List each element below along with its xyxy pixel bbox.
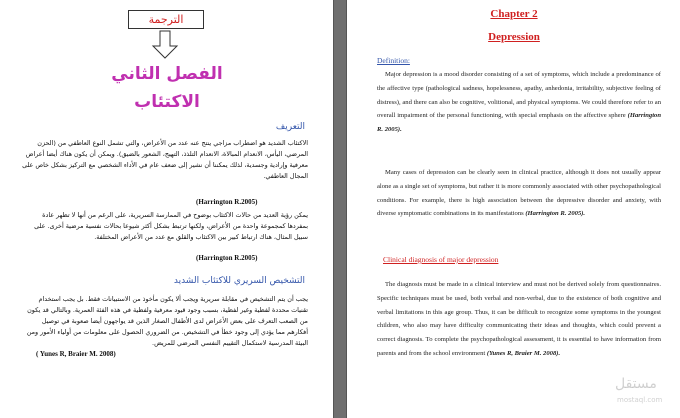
english-definition-heading: Definition: <box>377 56 410 65</box>
arabic-citation-1: (Harrington R.2005) <box>196 198 258 206</box>
arabic-definition-heading: التعريف <box>275 122 305 132</box>
watermark-right-main: مستقل <box>615 376 657 392</box>
english-paragraph-1 <box>377 68 661 137</box>
english-paragraph-2-text: Many cases of depression can be clearly seen in clinical practice, although it does not usually appear alone as a single set of symptoms, but rather it is more commonly associated with other psychopathological conditions. For example, there is high association between the depressive disorder and anxiety, with diverse symptomatic combinations in its manifestations <box>377 169 661 218</box>
english-citation-2: (Harrington R. 2005). <box>525 210 586 218</box>
arabic-paragraph-1: الاكتئاب الشديد هو اضطراب مزاجي ينتج عنه عدد من الأعراض، والتي تشمل النوع العاطفي من (الحزن المرضي، اليأس، الانعدام المبالاة، الانعدام التلذذ، التهيج، الشعور بالضيق). ويمكن أن يكون هناك أيضا أعراض معرفية وإرادية وجسدية، لذلك يمكننا أن نشير إلى ضعف عام في الأداء الشخصي مع التركيز بشكل خاص على المجال العاطفي. <box>22 139 308 180</box>
arabic-clinical-heading: التشخيص السريري للاكتئاب الشديد <box>173 276 305 286</box>
english-paragraph-3 <box>377 278 661 361</box>
translation-label: الترجمة <box>128 10 204 29</box>
watermark-left-main: تنشيط <box>6 378 47 396</box>
watermark-right-sub: mostaql.com <box>617 396 663 404</box>
arabic-citation-2: (Harrington R.2005) <box>196 254 258 262</box>
english-topic-title: Depression <box>488 31 540 43</box>
arabic-citation-3: ( Yunes R, Braier M. 2008) <box>36 350 116 358</box>
page-gap <box>334 0 346 418</box>
down-arrow-icon <box>150 30 180 60</box>
arabic-page <box>0 0 334 418</box>
arabic-paragraph-3: يجب أن يتم التشخيص في مقابلة سريرية ويجب ألا يكون مأخوذ من الاستبيانات فقط. بل يجب استخدام تقنيات محددة لفظية وغير لفظية، بسبب وجود قيود معرفية ولفظية في هذه الفئة العمرية. وبالتالي قد يكون من الصعب التعرف على بعض الأعراض لدى الأطفال الصغار الذين قد يواجهون أيضا صعوبة في توصيل أفكارهم مما يؤدي إلى وجود خطأ في التشخيص. من الضروري الحصول على معلومات من أولياء الأمور ومن البيئة المدرسية لاستكمال التقييم النفسي المرضي للمريض. <box>26 295 308 347</box>
arabic-paragraph-2: يمكن رؤية العديد من حالات الاكتئاب بوضوح في الممارسة السريرية، على الرغم من أنها لا تظهر عادة بمفردها كمجموعة واحدة من الأعراض، ولكنها ترتبط بشكل أكثر شيوعا بحالات نفسية مرضية أخرى. على سبيل المثال، هناك ارتباط كبير بين الاكتئاب والقلق مع عدد من الأعراض المختلفة. <box>34 211 308 241</box>
arabic-topic-title: الاكتئاب <box>134 92 200 112</box>
english-citation-1: (Harrington R. 2005). <box>377 112 661 134</box>
english-citation-3: (Yunes R, Braier M. 2008). <box>486 349 561 357</box>
english-paragraph-2 <box>377 166 661 221</box>
watermark-left-sub: انتقل إلى <box>6 398 41 408</box>
english-paragraph-1-text: Major depression is a mood disorder consisting of a set of symptoms, which include a predominance of the affective type (pathological sadness, hopelessness, apathy, anhedonia, irritability, subjective feeling of distress), and there can also be cognitive, volitional, and physical symptoms. We could therefore refer to an overall impairment of the personal functioning, with special emphasis on the affective sphere <box>377 71 661 120</box>
arabic-chapter-title: الفصل الثاني <box>111 64 223 84</box>
english-paragraph-3-text: The diagnosis must be made in a clinical interview and must not be derived solely from questionnaires. Specific techniques must be used, both verbal and non-verbal, due to the existence of both cognitive and verbal limitations in this age group. Thus, it can be difficult to recognize some symptoms in the youngest children, who also may have difficulty communicating their ideas and thoughts, which could prevent a correct diagnosis. To complete the psychopathological assessment, it is essential to have information from parents and from the school environment <box>377 281 661 357</box>
english-page <box>346 0 680 418</box>
english-chapter-title: Chapter 2 <box>490 8 538 20</box>
english-clinical-heading: Clinical diagnosis of major depression <box>383 255 499 264</box>
